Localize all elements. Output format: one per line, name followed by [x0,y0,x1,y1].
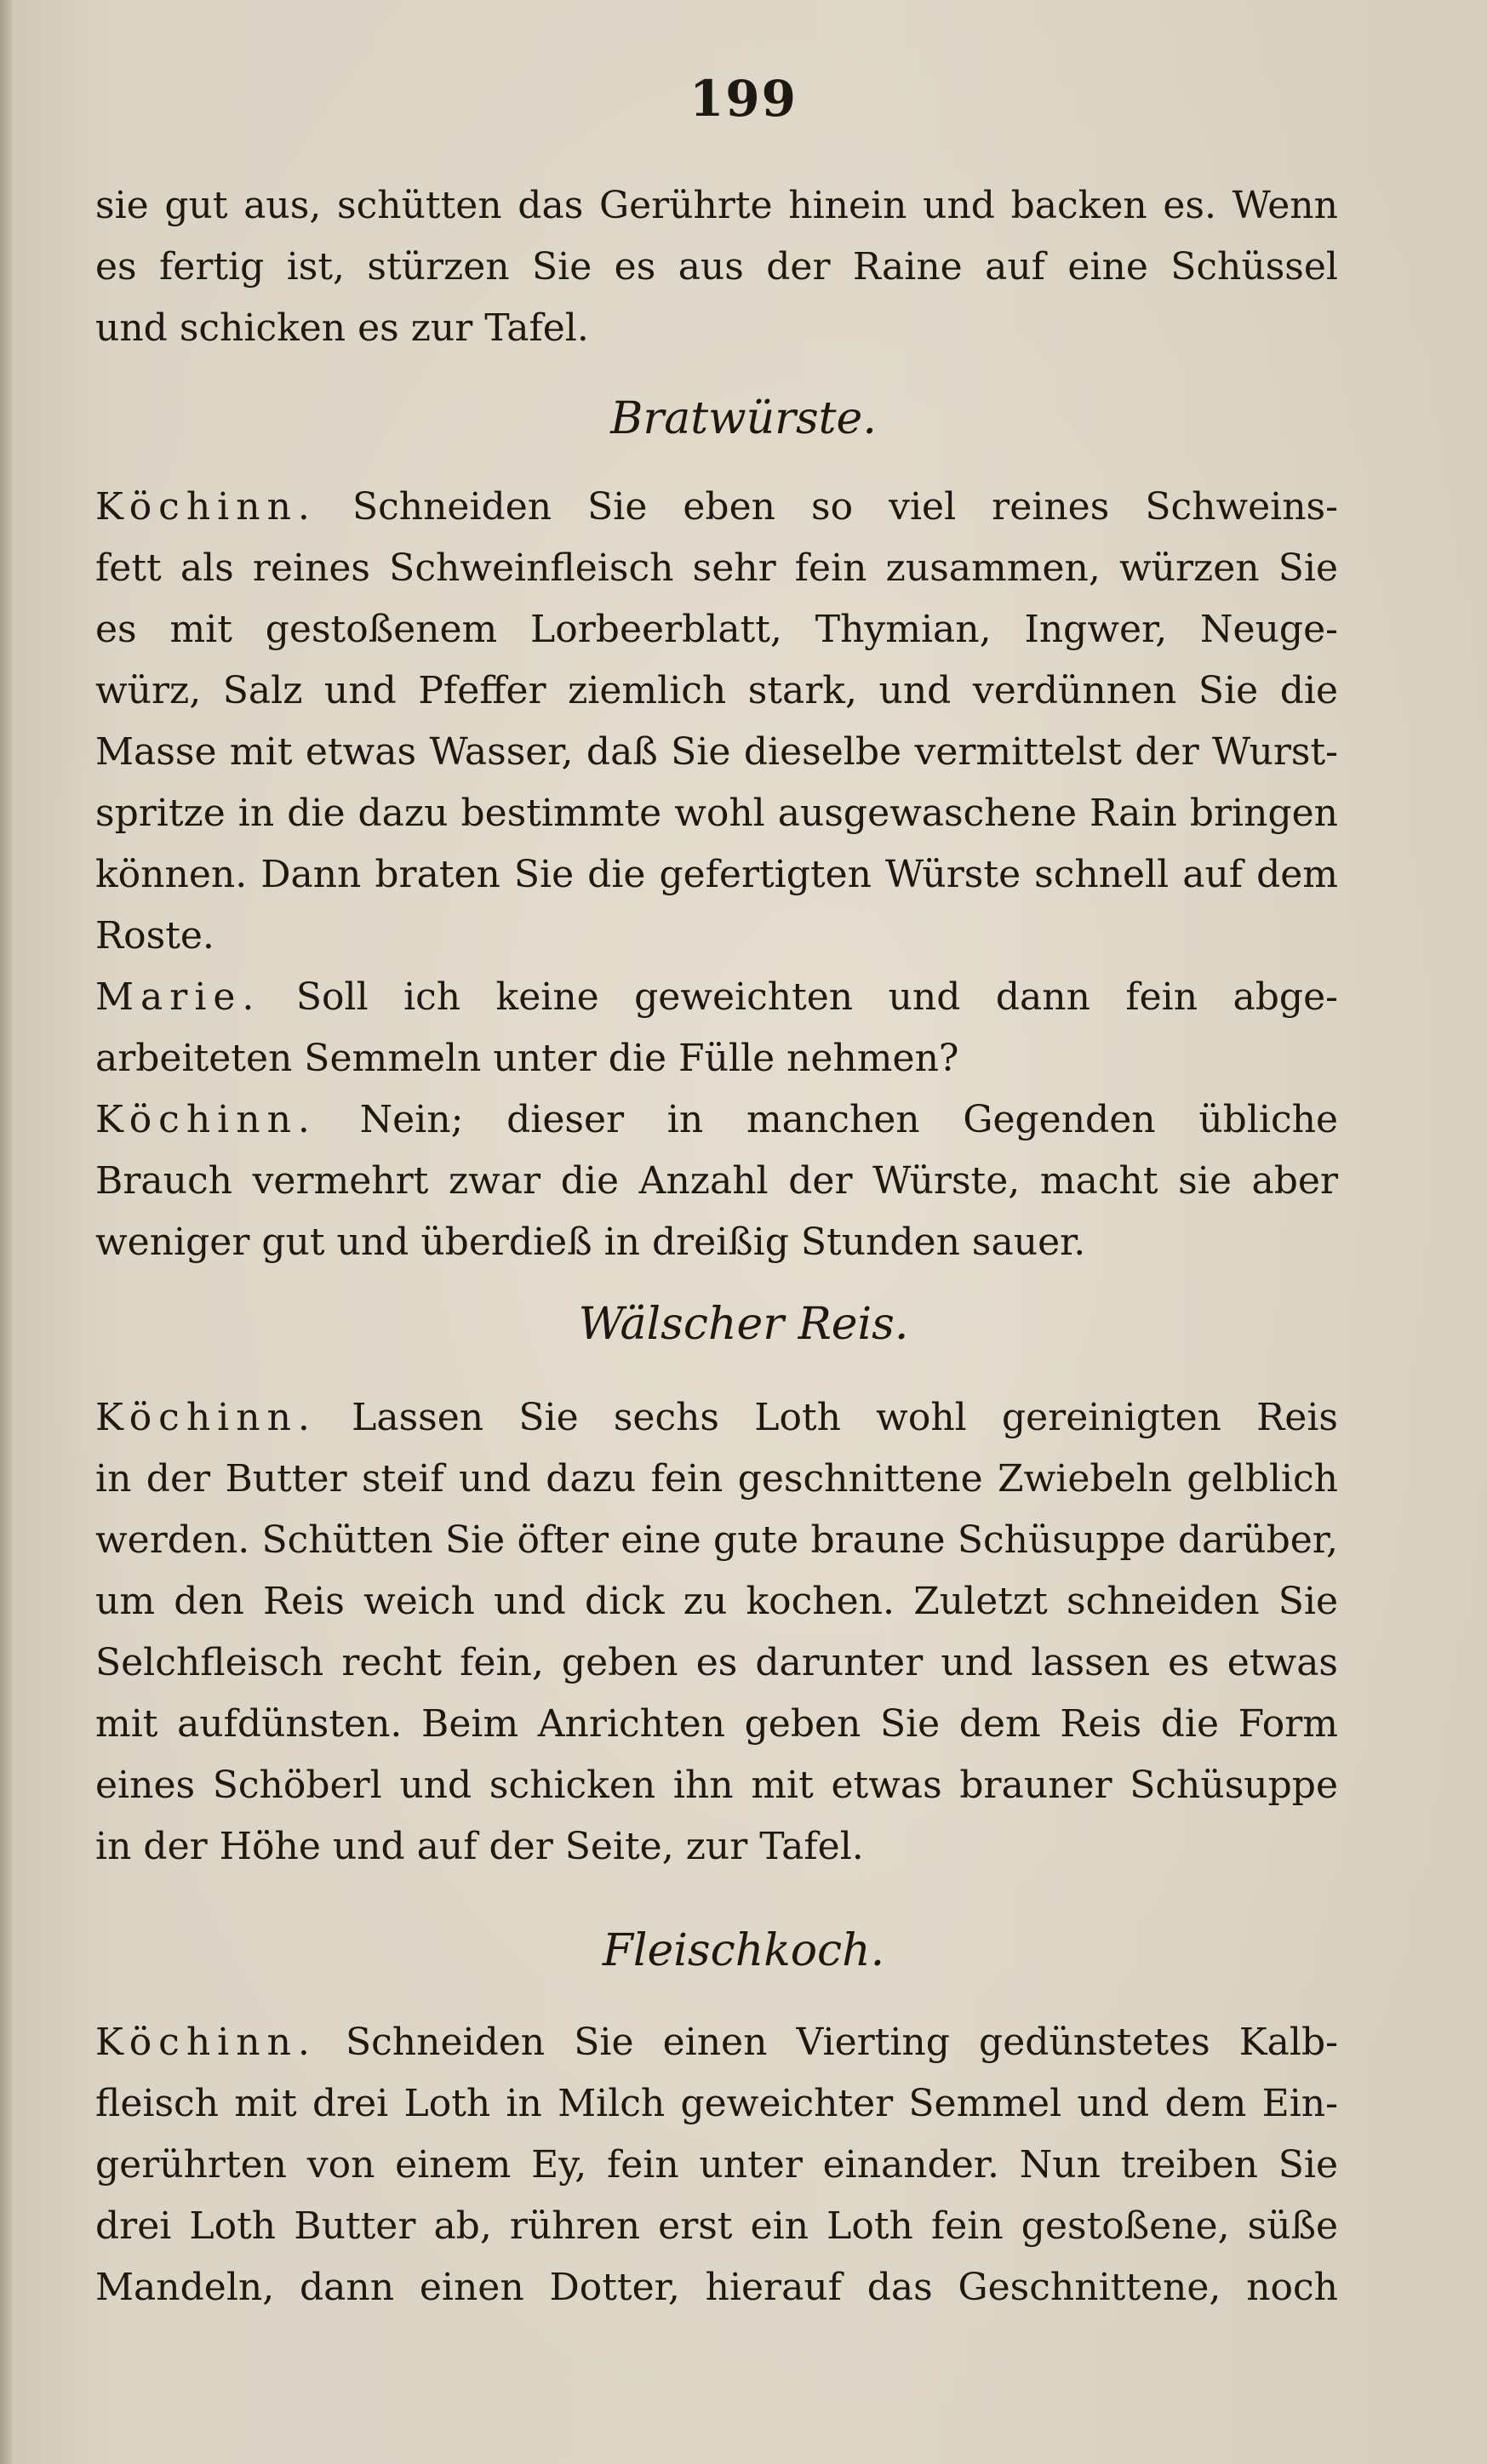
text-line: mit aufdünsten. Beim Anrichten geben Sie dem Reis die Form [95,1702,1338,1746]
speaker-label: Köchinn. [95,2021,317,2064]
text-line: Mandeln, dann einen Dotter, hierauf das Geschnittene, noch [95,2266,1338,2309]
section-heading-fleischkoch: Fleischkoch. [602,1925,885,1976]
text-line: Brauch vermehrt zwar die Anzahl der Würste, macht sie aber [95,1159,1338,1203]
text-line-content: Schneiden Sie eben so viel reines Schweins- [352,485,1338,529]
section-heading-bratwuerste: Bratwürste. [610,393,877,444]
text-line: arbeiteten Semmeln unter die Fülle nehmen? [95,1037,959,1080]
page-number: 199 [689,70,798,128]
text-line: werden. Schütten Sie öfter eine gute braune Schüsuppe darüber, [95,1518,1338,1562]
speaker-label: Marie. [95,975,261,1019]
text-line [95,2012,1338,2073]
text-line: in der Höhe und auf der Seite, zur Tafel. [95,1825,864,1868]
text-line: würz, Salz und Pfeffer ziemlich stark, und verdünnen Sie die [95,669,1338,712]
section2-paragraph-1 [95,1387,1338,1878]
text-line: fleisch mit drei Loth in Milch geweichter Semmel und dem Ein- [95,2082,1338,2125]
section1-paragraph-3 [95,1089,1338,1273]
text-line-content: Nein; dieser in manchen Gegenden übliche [359,1098,1338,1141]
section1-paragraph-1 [95,477,1338,967]
text-line-content: Schneiden Sie einen Vierting gedünstetes Kalb- [346,2021,1338,2064]
speaker-label: Köchinn. [95,485,317,529]
section-heading-waelscher-reis: Wälscher Reis. [578,1299,909,1350]
text-line: Selchfleisch recht fein, geben es darunter und lassen es etwas [95,1641,1338,1684]
text-line-content: Soll ich keine geweichten und dann fein abge- [295,975,1338,1019]
intro-paragraph [95,175,1338,359]
text-line: es fertig ist, stürzen Sie es aus der Raine auf eine Schüssel [95,245,1338,289]
text-line: spritze in die dazu bestimmte wohl ausgewaschene Rain bringen [95,792,1338,835]
text-line: eines Schöberl und schicken ihn mit etwas brauner Schüsuppe [95,1764,1338,1807]
text-line: können. Dann braten Sie die gefertigten Würste schnell auf dem [95,853,1338,896]
text-line: drei Loth Butter ab, rühren erst ein Loth fein gestoßene, süße [95,2204,1338,2248]
text-line: um den Reis weich und dick zu kochen. Zuletzt schneiden Sie [95,1580,1338,1623]
text-line-content: Lassen Sie sechs Loth wohl gereinigten Reis [352,1396,1338,1439]
text-line [95,967,1338,1028]
text-line [95,477,1338,538]
text-line [95,1387,1338,1449]
text-line: sie gut aus, schütten das Gerührte hinein und backen es. Wenn [95,184,1338,227]
section3-paragraph-1 [95,2012,1338,2318]
text-line: weniger gut und überdieß in dreißig Stunden sauer. [95,1221,1086,1264]
text-line: und schicken es zur Tafel. [95,306,589,350]
text-line: Masse mit etwas Wasser, daß Sie dieselbe vermittelst der Wurst- [95,730,1338,774]
speaker-label: Köchinn. [95,1396,317,1439]
text-line: fett als reines Schweinfleisch sehr fein zusammen, würzen Sie [95,546,1338,590]
speaker-label: Köchinn. [95,1098,317,1141]
page-binding-edge [0,0,12,2464]
text-line: es mit gestoßenem Lorbeerblatt, Thymian, Ingwer, Neuge- [95,608,1338,651]
text-line [95,1089,1338,1151]
section1-paragraph-2 [95,967,1338,1089]
text-line: Roste. [95,914,214,958]
text-line: in der Butter steif und dazu fein geschnittene Zwiebeln gelblich [95,1457,1338,1501]
text-line: gerührten von einem Ey, fein unter einander. Nun treiben Sie [95,2143,1338,2187]
